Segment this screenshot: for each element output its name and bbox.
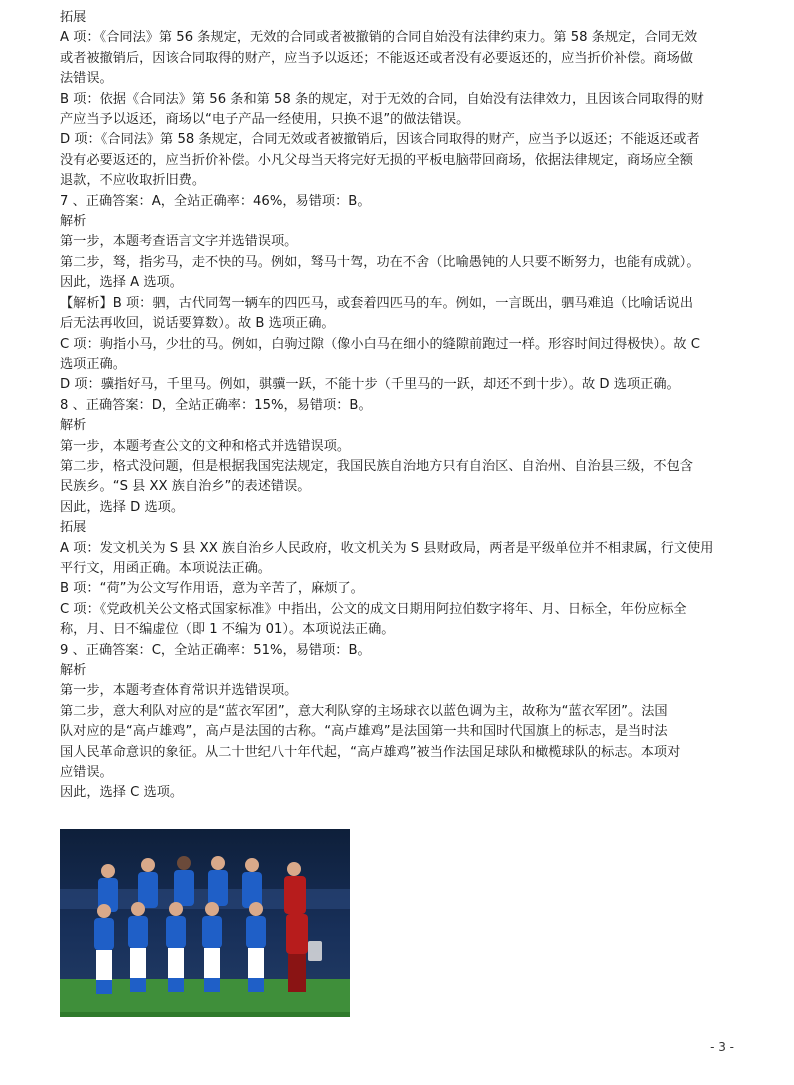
text-line: 因此，选择 A 选项。 (60, 275, 183, 291)
text-line: 第二步，意大利队对应的是“蓝衣军团”，意大利队穿的主场球衣以蓝色调为主，故称为“蓝衣军团”。法国 (60, 703, 668, 719)
text-line: 国人民革命意识的象征。从二十世纪八十年代起，“高卢雄鸡”被当作法国足球队和橄榄球队的标志。本项对 (60, 744, 681, 760)
text-line: B 项：“荷”为公文写作用语，意为辛苦了，麻烦了。 (60, 581, 364, 597)
text-line: A 项：《合同法》第 56 条规定，无效的合同或者被撤销的合同自始没有法律约束力。第 58 条规定，合同无效 (60, 30, 698, 46)
text-line: 【解析】B 项：驷，古代同驾一辆车的四匹马，或套着四匹马的车。例如，一言既出，驷马难追（比喻话说出 (60, 295, 694, 311)
text-line: D 项：《合同法》第 58 条规定，合同无效或者被撤销后，因该合同取得的财产，应当予以返还；不能返还或者 (60, 132, 700, 148)
text-line: 因此，选择 D 选项。 (60, 499, 185, 515)
text-line: B 项：依据《合同法》第 56 条和第 58 条的规定，对于无效的合同，自始没有法律效力，且因该合同取得的财 (60, 91, 704, 107)
text-line: C 项：驹指小马，少壮的马。例如，白驹过隙（像小白马在细小的缝隙前跑过一样。形容时间过得极快）。故 C (60, 336, 701, 352)
answer-line: 9 、正确答案：C，全站正确率：51%，易错项：B。 (60, 642, 371, 658)
text-line: 或者被撤销后，因该合同取得的财产，应当予以返还；不能返还或者没有必要返还的，应当折价补偿。商场做 (60, 50, 693, 66)
text-line: D 项：骥指好马，千里马。例如，骐骥一跃，不能十步（千里马的一跃，却还不到十步）。故 D 选项正确。 (60, 377, 680, 393)
text-line: 没有必要返还的，应当折价补偿。小凡父母当天将完好无损的平板电脑带回商场，依据法律规定，商场应全额 (60, 152, 693, 168)
text-line: 选项正确。 (60, 356, 126, 372)
text-line: 产应当予以返还，商场以“电子产品一经使用，只换不退”的做法错误。 (60, 112, 470, 128)
text-line: 退款，不应收取折旧费。 (60, 173, 206, 189)
text-line: 队对应的是“高卢雄鸡”，高卢是法国的古称。“高卢雄鸡”是法国第一共和国时代国旗上的标志，是当时法 (60, 724, 668, 740)
text-line: 民族乡。“S 县 XX 族自治乡”的表述错误。 (60, 479, 311, 495)
page-number: - 3 - (710, 1040, 734, 1054)
text-line: C 项：《党政机关公文格式国家标准》中指出，公文的成文日期用阿拉伯数字将年、月、日标全，年份应标全 (60, 601, 687, 617)
text-line: 解析 (60, 663, 87, 678)
text-line: 第一步，本题考查公文的文种和格式并选错误项。 (60, 438, 351, 454)
text-line: 拓展 (60, 520, 87, 536)
text-line: 因此，选择 C 选项。 (60, 785, 184, 801)
crest-icon (308, 941, 322, 961)
text-line: A 项：发文机关为 S 县 XX 族自治乡人民政府，收文机关为 S 县财政局，两者是平级单位并不相隶属，行文使用 (60, 540, 714, 556)
answer-line: 7 、正确答案：A，全站正确率：46%，易错项：B。 (60, 193, 371, 209)
text-line: 第一步，本题考查体育常识并选错误项。 (60, 683, 298, 699)
text-line: 法错误。 (60, 71, 113, 87)
text-line: 平行文，用函正确。本项说法正确。 (60, 560, 271, 576)
text-line: 应错误。 (60, 765, 113, 781)
text-line: 第二步，驽，指劣马，走不快的马。例如，驽马十驾，功在不舍（比喻愚钝的人只要不断努力，也能有成就）。 (60, 254, 700, 270)
document-body (60, 8, 736, 804)
text-line: 拓展 (60, 10, 87, 25)
text-line: 第一步，本题考查语言文字并选错误项。 (60, 234, 298, 250)
text-line: 称，月、日不编虚位（即 1 不编为 01）。本项说法正确。 (60, 622, 395, 638)
team-photo (60, 829, 350, 1017)
text-line: 解析 (60, 418, 87, 434)
answer-line: 8 、正确答案：D，全站正确率：15%，易错项：B。 (60, 397, 372, 413)
text-line: 解析 (60, 214, 87, 230)
text-line: 第二步，格式没问题，但是根据我国宪法规定，我国民族自治地方只有自治区、自治州、自治县三级，不包含 (60, 458, 693, 474)
text-line: 后无法再收回，说话要算数）。故 B 选项正确。 (60, 316, 335, 332)
